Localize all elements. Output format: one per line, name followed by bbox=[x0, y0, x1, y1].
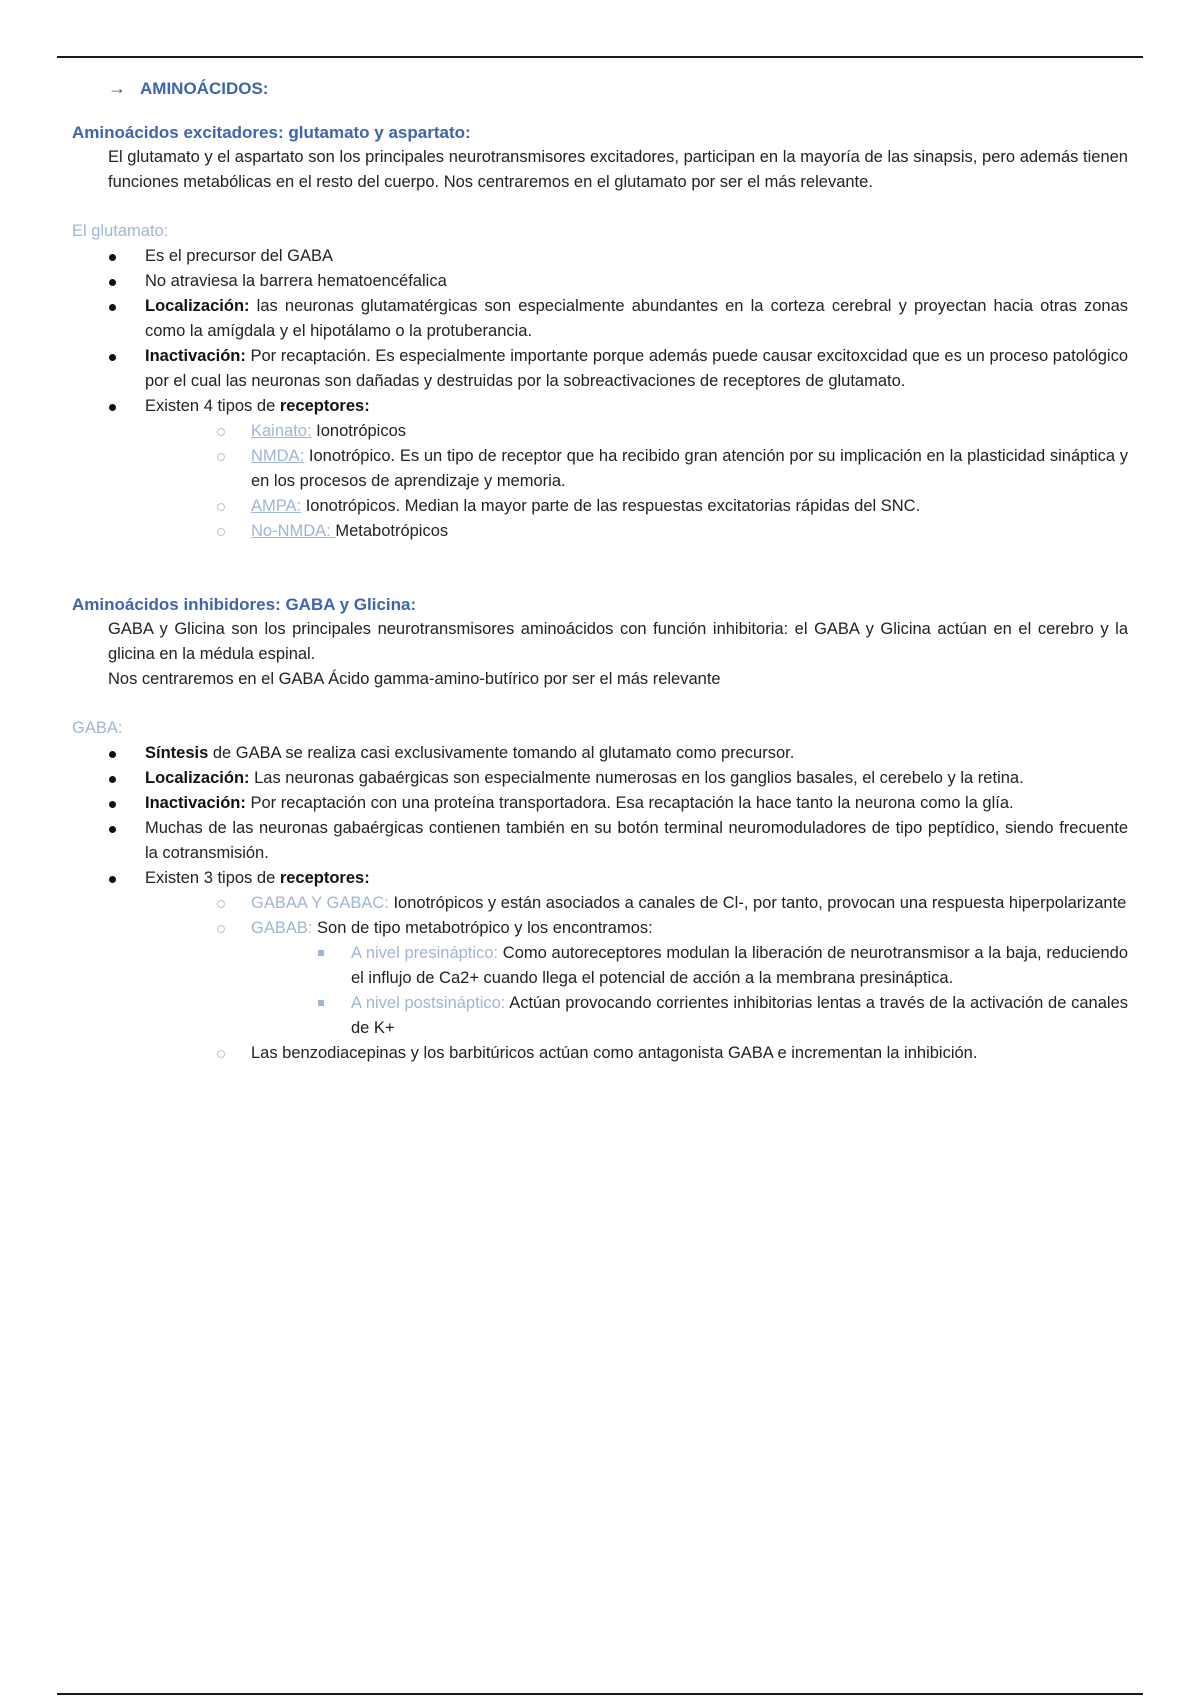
list-item-text: Muchas de las neuronas gabaérgicas contienen también en su botón terminal neuromoduladores de tipo peptídico, siendo frecuente la cotransmisión. bbox=[145, 819, 1128, 862]
receptor-text: Ionotrópicos. Median la mayor parte de las respuestas excitatorias rápidas del SNC. bbox=[301, 497, 921, 515]
page-title-text: AMINOÁCIDOS: bbox=[140, 78, 269, 98]
paragraph-inhibitory: GABA y Glicina son los principales neurotransmisores aminoácidos con función inhibitoria: el GABA y Glicina actúan en el cerebro y la glicina en la médula espinal. bbox=[108, 620, 1128, 663]
circle-bullet-icon bbox=[217, 503, 225, 511]
list-item bbox=[72, 244, 1128, 269]
receptor-item bbox=[72, 891, 1128, 916]
subheading-glutamate: El glutamato: bbox=[72, 222, 169, 240]
bullet-icon bbox=[109, 279, 116, 286]
list-item bbox=[72, 766, 1128, 791]
sublist-text: Actúan provocando corrientes inhibitorias lentas a través de la activación de canales de K+ bbox=[351, 994, 1128, 1037]
paragraph-excitatory: El glutamato y el aspartato son los principales neurotransmisores excitadores, participan en la mayoría de las sinapsis, pero además tienen funciones metabólicas en el resto del cuerpo. Nos centraremos en el glutamato por ser el más relevante. bbox=[108, 148, 1128, 191]
list-item-text: Existen 3 tipos de bbox=[145, 869, 280, 887]
section-heading-excitatory: Aminoácidos excitadores: glutamato y aspartato: bbox=[72, 123, 471, 142]
receptor-text: Metabotrópicos bbox=[335, 522, 449, 540]
receptor-term: Kainato: bbox=[251, 422, 312, 440]
list-item-text: Por recaptación. Es especialmente importante porque además puede causar excitoxcidad que es un proceso patológico por el cual las neuronas son dañadas y destruidas por la sobreactivaciones de receptores de glutamato. bbox=[145, 347, 1128, 390]
document-body bbox=[72, 74, 1128, 1066]
list-item bbox=[72, 394, 1128, 419]
list-item-label: receptores: bbox=[279, 397, 370, 415]
gaba-list bbox=[72, 741, 1128, 891]
sublist-term: A nivel presináptico: bbox=[351, 944, 499, 962]
circle-bullet-icon bbox=[217, 925, 225, 933]
list-item bbox=[72, 269, 1128, 294]
receptor-text: Ionotrópicos y están asociados a canales de Cl-, por tanto, provocan una respuesta hiperpolarizante bbox=[388, 894, 1127, 912]
list-item bbox=[72, 791, 1128, 816]
subheading-gaba: GABA: bbox=[72, 719, 123, 737]
receptor-item bbox=[72, 1041, 1128, 1066]
receptor-item bbox=[72, 419, 1128, 444]
list-item bbox=[72, 294, 1128, 344]
bullet-icon bbox=[109, 254, 116, 261]
bullet-icon bbox=[109, 776, 116, 783]
glutamate-receptor-list bbox=[72, 419, 1128, 544]
receptor-text: Ionotrópicos bbox=[311, 422, 407, 440]
bullet-icon bbox=[109, 801, 116, 808]
list-item bbox=[72, 866, 1128, 891]
bullet-icon bbox=[109, 876, 116, 883]
list-item-text: las neuronas glutamatérgicas son especialmente abundantes en la corteza cerebral y proyectan hacia otras zonas como la amígdala y el hipotálamo o la protuberancia. bbox=[145, 297, 1128, 340]
paragraph-inhibitory-2: Nos centraremos en el GABA Ácido gamma-amino-butírico por ser el más relevante bbox=[108, 670, 721, 688]
square-bullet-icon bbox=[318, 1000, 324, 1006]
sublist-item bbox=[72, 941, 1128, 991]
glutamate-list bbox=[72, 244, 1128, 419]
list-item-text: de GABA se realiza casi exclusivamente tomando al glutamato como precursor. bbox=[208, 744, 795, 762]
receptor-term: NMDA: bbox=[251, 447, 305, 465]
list-item-label: receptores: bbox=[279, 869, 370, 887]
circle-bullet-icon bbox=[217, 453, 225, 461]
list-item-label: Síntesis bbox=[145, 744, 209, 762]
receptor-term: AMPA: bbox=[251, 497, 302, 515]
list-item-label: Inactivación: bbox=[145, 347, 246, 365]
list-item-label: Localización: bbox=[145, 297, 250, 315]
page-title bbox=[108, 74, 1128, 102]
receptor-item bbox=[72, 444, 1128, 494]
receptor-text: Son de tipo metabotrópico y los encontramos: bbox=[312, 919, 653, 937]
bullet-icon bbox=[109, 354, 116, 361]
bullet-icon bbox=[109, 404, 116, 411]
list-item-text: No atraviesa la barrera hematoencéfalica bbox=[145, 272, 447, 290]
list-item bbox=[72, 816, 1128, 866]
receptor-item bbox=[72, 494, 1128, 519]
receptor-term: GABAB: bbox=[251, 919, 313, 937]
list-item-text: Las neuronas gabaérgicas son especialmente numerosas en los ganglios basales, el cerebelo y la retina. bbox=[249, 769, 1024, 787]
bullet-icon bbox=[109, 751, 116, 758]
gaba-receptor-list bbox=[72, 891, 1128, 1066]
arrow-icon: → bbox=[108, 77, 126, 98]
circle-bullet-icon bbox=[217, 428, 225, 436]
list-item-label: Localización: bbox=[145, 769, 250, 787]
receptor-item bbox=[72, 519, 1128, 544]
sublist-text: Como autoreceptores modulan la liberación de neurotransmisor a la baja, reduciendo el influjo de Ca2+ cuando llega el potencial de acción a la membrana presináptica. bbox=[351, 944, 1128, 987]
gabab-sublist bbox=[72, 941, 1128, 1041]
bottom-rule bbox=[57, 1693, 1143, 1695]
list-item bbox=[72, 344, 1128, 394]
list-item-text: Existen 4 tipos de bbox=[145, 397, 280, 415]
circle-bullet-icon bbox=[217, 1050, 225, 1058]
list-item-text: Es el precursor del GABA bbox=[145, 247, 333, 265]
receptor-term: No-NMDA: bbox=[251, 522, 336, 540]
receptor-text: Las benzodiacepinas y los barbitúricos actúan como antagonista GABA e incrementan la inhibición. bbox=[251, 1044, 978, 1062]
top-rule bbox=[57, 56, 1143, 58]
list-item-text: Por recaptación con una proteína transportadora. Esa recaptación la hace tanto la neurona como la glía. bbox=[245, 794, 1014, 812]
square-bullet-icon bbox=[318, 950, 324, 956]
receptor-term: GABAA Y GABAC: bbox=[251, 894, 389, 912]
bullet-icon bbox=[109, 826, 116, 833]
circle-bullet-icon bbox=[217, 900, 225, 908]
receptor-item bbox=[72, 916, 1128, 1041]
sublist-item bbox=[72, 991, 1128, 1041]
list-item-label: Inactivación: bbox=[145, 794, 246, 812]
receptor-text: Ionotrópico. Es un tipo de receptor que ha recibido gran atención por su implicación en la plasticidad sináptica y en los procesos de aprendizaje y memoria. bbox=[251, 447, 1128, 490]
section-heading-inhibitory: Aminoácidos inhibidores: GABA y Glicina: bbox=[72, 595, 417, 614]
list-item bbox=[72, 741, 1128, 766]
circle-bullet-icon bbox=[217, 528, 225, 536]
sublist-term: A nivel postsináptico: bbox=[351, 994, 506, 1012]
bullet-icon bbox=[109, 304, 116, 311]
